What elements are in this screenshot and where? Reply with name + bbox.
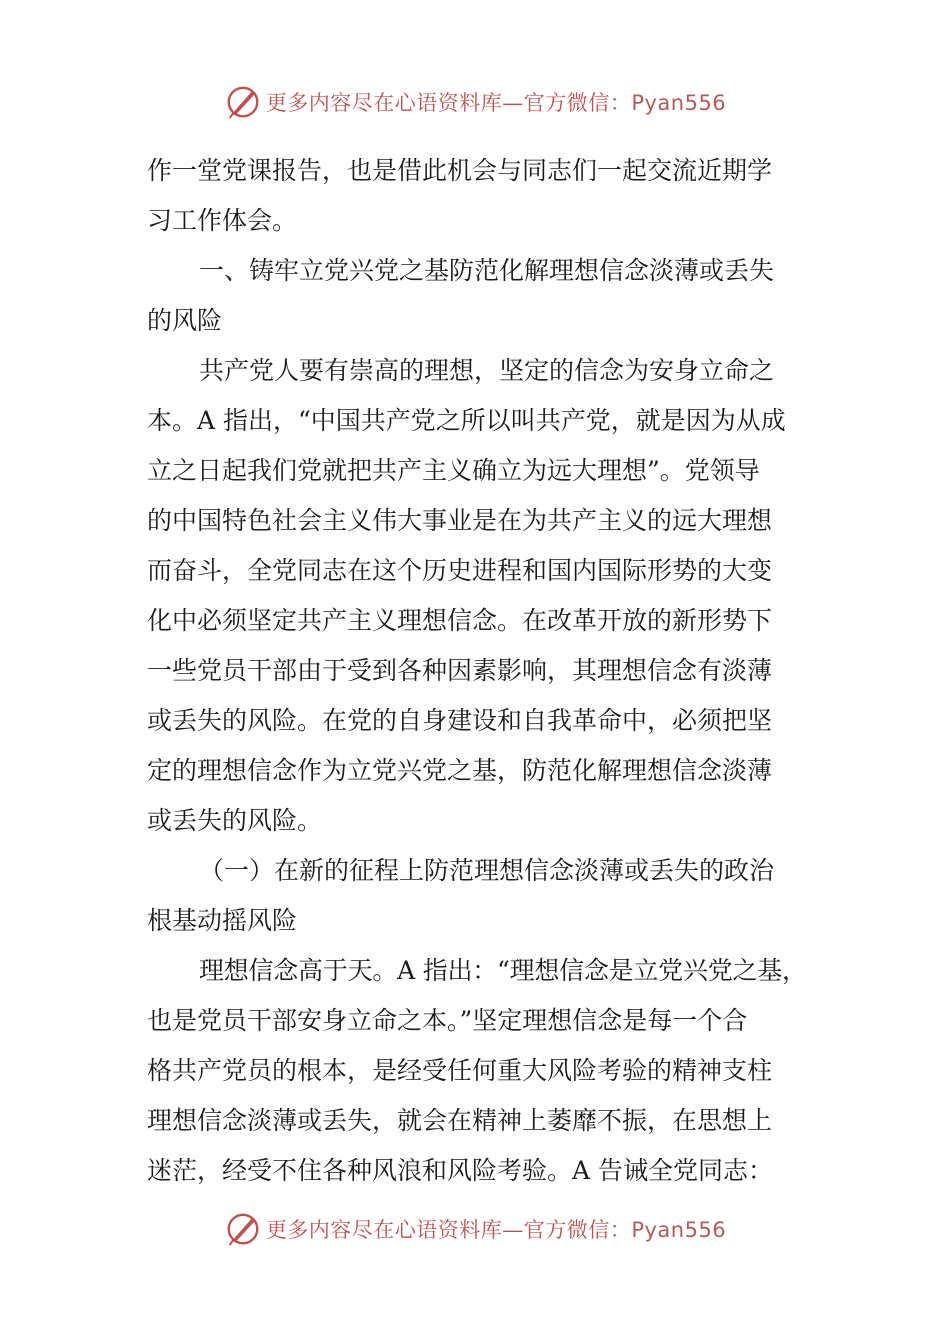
text-line: 根基动摇风险 — [147, 906, 298, 935]
text-line: （一）在新的征程上防范理想信念淡薄或丢失的政治 — [199, 856, 775, 885]
text-line: 作一堂党课报告，也是借此机会与同志们一起交流近期学 — [147, 156, 773, 185]
text-line: 一、铸牢立党兴党之基防范化解理想信念淡薄或丢失 — [199, 256, 775, 285]
text-line: 立之日起我们党就把共产主义确立为远大理想”。党领导 — [147, 456, 760, 485]
text-line: 迷茫，经受不住各种风浪和风险考验。A 告诫全党同志： — [147, 1156, 774, 1185]
banner-text — [266, 87, 726, 117]
quill-logo-icon — [224, 1210, 262, 1248]
text-line: 理想信念淡薄或丢失，就会在精神上萎靡不振，在思想上 — [147, 1106, 773, 1135]
footer-watermark-banner — [0, 1209, 950, 1249]
text-line: 或丢失的风险。 — [147, 806, 323, 835]
text-line: 而奋斗，全党同志在这个历史进程和国内国际形势的大变 — [147, 556, 773, 585]
text-line: 的风险 — [147, 306, 223, 335]
banner-text — [266, 1214, 726, 1244]
text-line: 本。A 指出，“中国共产党之所以叫共产党，就是因为从成 — [147, 406, 786, 435]
text-line: 也是党员干部安身立命之本。”坚定理想信念是每一个合 — [147, 1006, 748, 1035]
text-line: 或丢失的风险。在党的自身建设和自我革命中，必须把坚 — [147, 706, 773, 735]
text-line: 一些党员干部由于受到各种因素影响，其理想信念有淡薄 — [147, 656, 773, 685]
text-line: 理想信念高于天。A 指出：“理想信念是立党兴党之基， — [199, 956, 807, 985]
banner-wechat-id: Pyan556 — [631, 1218, 727, 1242]
document-body — [147, 146, 807, 1196]
text-line: 的中国特色社会主义伟大事业是在为共产主义的远大理想 — [147, 506, 773, 535]
text-line: 化中必须坚定共产主义理想信念。在改革开放的新形势下 — [147, 606, 773, 635]
banner-label: 更多内容尽在心语资料库—官方微信： — [265, 91, 632, 115]
text-line: 定的理想信念作为立党兴党之基，防范化解理想信念淡薄 — [147, 756, 773, 785]
banner-label: 更多内容尽在心语资料库—官方微信： — [265, 1218, 632, 1242]
header-watermark-banner — [0, 82, 950, 122]
quill-logo-icon — [224, 83, 262, 121]
text-line: 共产党人要有崇高的理想，坚定的信念为安身立命之 — [199, 356, 775, 385]
text-line: 习工作体会。 — [147, 206, 298, 235]
text-line: 格共产党员的根本，是经受任何重大风险考验的精神支柱 — [147, 1056, 773, 1085]
banner-wechat-id: Pyan556 — [631, 91, 727, 115]
